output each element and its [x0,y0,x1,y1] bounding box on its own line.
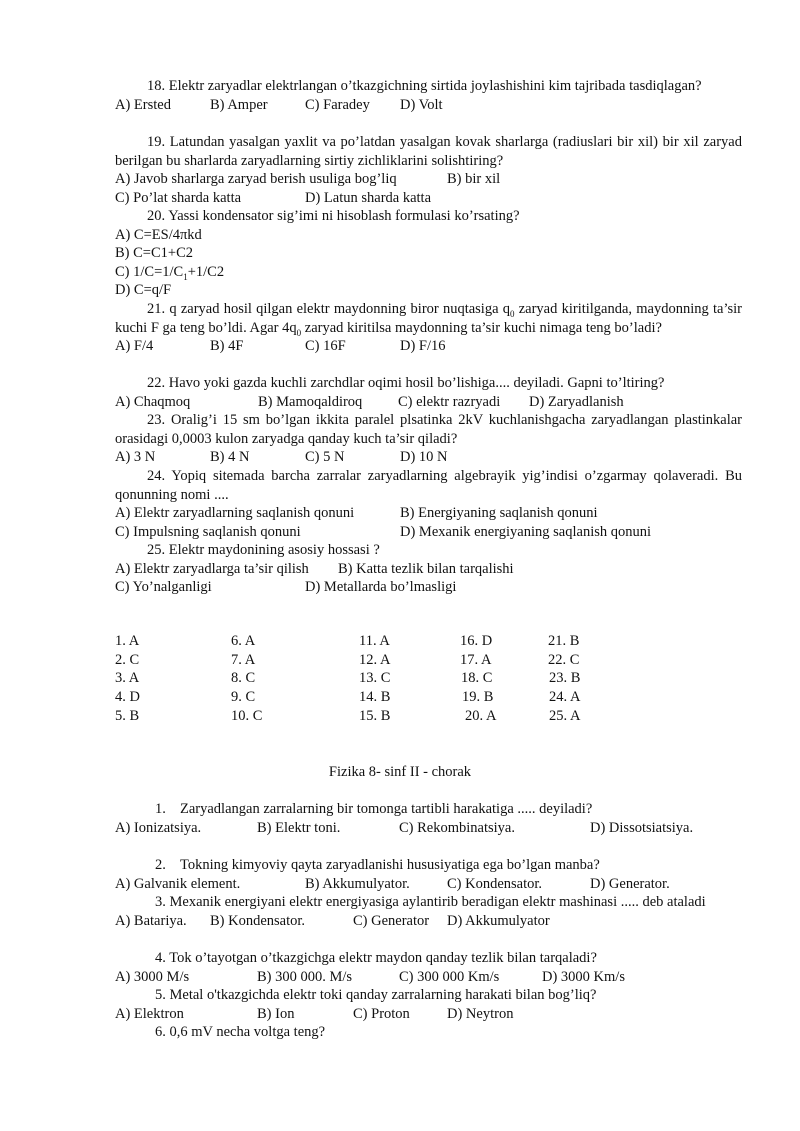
question-6-text: 6. 0,6 mV necha voltga teng? [155,1024,326,1040]
question-23-text: 23. Oralig’i 15 sm bo’lgan ikkita paralel plsatinka 2kV kuchlanishgacha zaryadlangan plastinkalar orasidagi 0,0003 kulon zaryadga qanday kuch ta’sir qiladi? [115,412,742,447]
answer-key-row [115,632,742,651]
question-3-text: 3. Mexanik energiyani elektr energiyasiga aylantirib beradigan elektr mashinasi ..... deb ataladi [155,894,706,910]
section-title: Fizika 8- sinf II - chorak [328,764,472,780]
answer-cell: 7. A [231,651,256,668]
question-18-options [115,96,742,115]
answer-cell: 20. A [465,707,497,724]
question-5-options [115,1005,742,1024]
question-1-options [115,819,742,838]
question-3-options [115,912,742,931]
question-19-options-row1 [115,170,742,189]
answer-cell: 17. A [460,651,492,668]
answer-cell: 14. B [359,689,391,706]
question-4-options [115,968,742,987]
question-22-text: 22. Havo yoki gazda kuchli zarchdlar oqimi hosil bo’lishiga.... deyiladi. Gapni to’ltiring? [147,375,665,391]
option-b: B) bir xil [447,171,501,187]
option-d: D) Metallarda bo’lmasligi [305,579,457,595]
answer-key-row [115,707,742,726]
question-19-text: 19. Latundan yasalgan yaxlit va po’latdan yasalgan kovak sharlarga (radiuslari bir xil) bir xil zaryad berilgan bu sharlarda zaryadlarning sirtiy zichliklarini solishtiring? [115,134,742,169]
option-d: D) Generator. [590,875,670,892]
option-c: C) Rekombinatsiya. [399,819,515,836]
option-b: B) C=C1+C2 [115,245,193,261]
option-b: B) 300 000. M/s [257,968,353,985]
part2-question-1 [115,800,742,837]
question-22-options [115,393,742,412]
option-b: B) 4F [210,338,244,354]
option-d: D) Latun sharda katta [305,189,432,206]
option-c: C) $1/C=1/C_1+1/C2$ [115,263,225,282]
answer-cell: 19. B [462,689,494,706]
option-a: A) 3000 M/s [115,968,190,985]
option-d: D) F/16 [400,338,446,354]
question-25-options-row1 [115,560,742,579]
answer-cell: 15. B [359,707,391,724]
answer-cell: 22. C [548,651,580,668]
answer-cell: 12. A [359,651,391,668]
answer-cell: 4. D [115,689,140,706]
option-a: A) Galvanik element. [115,875,241,892]
question-20 [115,207,742,300]
option-d: D) Neytron [447,1005,514,1022]
answer-key-row [115,651,742,670]
question-22 [115,374,742,411]
option-a: A) 3 N [115,449,156,465]
question-19 [115,133,742,207]
option-c: C) Faradey [305,96,370,113]
answer-cell: 5. B [115,707,140,724]
question-4-text: 4. Tok o’tayotgan o’tkazgichga elektr maydon qanday tezlik bilan tarqaladi? [155,950,597,966]
option-b: B) Kondensator. [210,912,306,929]
option-c: C) Proton [353,1005,410,1022]
option-a: A) F/4 [115,338,154,354]
option-b: B) Katta tezlik bilan tarqalishi [338,560,514,577]
question-5-text: 5. Metal o'tkazgichda elektr toki qanday zarralarning harakati bilan bog’liq? [155,987,597,1003]
option-a: A) C=ES/4πkd [115,226,202,243]
answer-cell: 6. A [231,633,256,649]
part2-question-4 [115,949,742,986]
answer-cell: 10. C [231,707,263,724]
answer-cell: 3. A [115,670,140,687]
option-a: A) Ersted [115,96,171,113]
part2-question-2 [115,856,742,893]
answer-cell: 23. B [549,670,581,687]
answer-cell: 8. C [231,670,256,687]
option-b: B) Akkumulyator. [305,875,410,892]
option-d: D) 3000 Km/s [542,968,625,985]
option-c: C) Impulsning saqlanish qonuni [115,523,301,540]
answer-key [115,632,742,725]
question-21-text: 21. q zaryad hosil qilgan elektr maydonning biror nuqtasiga $q_0$ zaryad kiritilganda, maydonning ta’sir kuchi F ga teng bo’ldi. Agar $4q_0$ zaryad kiritilsa maydonning ta’sir kuchi nimaga teng bo’ladi? [115,301,742,338]
part2-question-5 [115,986,742,1023]
option-b: B) Ion [257,1005,295,1022]
option-b: B) Amper [210,96,268,113]
question-20-text: 20. Yassi kondensator sig’imi ni hisoblash formulasi ko’rsating? [147,208,520,224]
answer-cell: 18. C [461,670,493,687]
answer-cell: 11. A [359,633,390,649]
option-c: C) Kondensator. [447,875,543,892]
option-c: C) 5 N [305,449,345,465]
option-c: C) Generator [353,912,430,929]
answer-cell: 24. A [549,689,581,706]
option-c: C) 300 000 Km/s [399,968,500,985]
question-2-text: 2. Tokning kimyoviy qayta zaryadlanishi hususiyatiga ega bo’lgan manba? [155,857,600,873]
option-d: D) Dissotsiatsiya. [590,819,694,836]
option-d: D) C=q/F [115,282,172,298]
answer-cell: 21. B [548,633,580,649]
answer-cell: 13. C [359,670,391,687]
question-18-text: 18. Elektr zaryadlar elektrlangan o’tkazgichning sirtida joylashishini kim tajribada tasdiqlagan? [147,78,702,94]
option-a: A) Elektron [115,1005,184,1022]
answer-key-row [115,688,742,707]
option-c: C) Po’lat sharda katta [115,189,242,206]
option-a: A) Chaqmoq [115,393,191,410]
question-2-options [115,875,742,894]
answer-cell: 1. A [115,633,140,649]
question-25 [115,541,742,597]
answer-key-row [115,669,742,688]
option-c: C) elektr razryadi [398,393,501,410]
answer-cell: 2. C [115,651,140,668]
question-24-text: 24. Yopiq sitemada barcha zarralar zaryadlarning algebrayik yig’indisi o’zgarmay qolaveradi. Bu qonunning nomi .... [115,468,742,503]
question-18 [115,77,742,114]
question-24-options-row1 [115,504,742,523]
option-a: A) Javob sharlarga zaryad berish usuliga bog’liq [115,171,397,187]
option-b: B) Mamoqaldiroq [258,393,363,410]
option-d: D) Mexanik energiyaning saqlanish qonuni [400,523,652,540]
option-d: D) Volt [400,96,443,113]
option-c: C) 16F [305,338,346,354]
question-25-text: 25. Elektr maydonining asosiy hossasi ? [147,542,380,558]
question-23 [115,411,742,467]
part2-question-6 [115,1023,742,1042]
part2-question-3 [115,893,742,930]
question-23-options [115,448,742,467]
option-a: A) Ionizatsiya. [115,819,202,836]
option-b: B) Elektr toni. [257,819,341,836]
answer-cell: 16. D [460,633,493,649]
answer-cell: 25. A [549,707,581,724]
question-24 [115,467,742,541]
question-19-options-row2 [115,189,742,208]
question-25-options-row2 [115,578,742,597]
option-d: D) 10 N [400,449,448,465]
option-c: C) Yo’nalganligi [115,579,212,595]
question-21-options [115,337,742,356]
question-1-text: 1. Zaryadlangan zarralarning bir tomonga tartibli harakatiga ..... deyiladi? [155,801,593,817]
option-d: D) Akkumulyator [447,912,550,929]
question-21 [115,300,742,356]
option-b: B) 4 N [210,449,250,465]
option-a: A) Elektr zaryadlarning saqlanish qonuni [115,505,355,521]
option-a: A) Batariya. [115,912,187,929]
option-a: A) Elektr zaryadlarga ta’sir qilish [115,560,309,577]
question-24-options-row2 [115,523,742,542]
answer-cell: 9. C [231,689,256,706]
option-b: B) Energiyaning saqlanish qonuni [400,505,598,521]
option-d: D) Zaryadlanish [529,393,624,410]
